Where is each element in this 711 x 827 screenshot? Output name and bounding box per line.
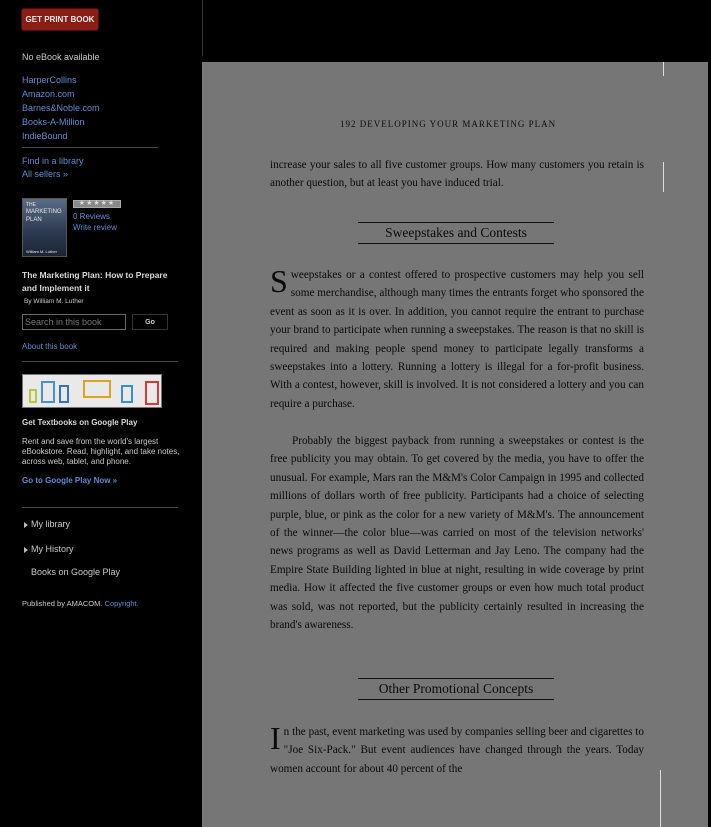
all-sellers-link[interactable]: All sellers »	[22, 169, 69, 179]
book-cover-thumbnail[interactable]	[22, 198, 67, 257]
tablet-icon	[145, 381, 159, 405]
page-edge-mark	[660, 770, 661, 827]
divider	[22, 507, 178, 508]
page-paragraph: increase your sales to all five customer groups. How many customers you retain is another question, but at least you have induced trial.	[270, 159, 644, 190]
tablet-icon	[41, 381, 55, 403]
go-to-google-play-link[interactable]: Go to Google Play Now »	[22, 476, 118, 485]
expand-arrow-icon	[24, 522, 28, 528]
paragraph-text: weepstakes or a contest offered to prospective customers may help you sell some merchandise, although many times the entrants forget who sponsored the event as soon as it is over. In addition, you cannot require the entrant to purchase your brand to participate when running a sweepstakes. The reason is that no skill is required and making people spend money to participate legally transforms a sweepstakes into a lottery. Running a lottery is illegal for a for-profit business. With a contest, however, skill is involved. It is not considered a lottery and you can require a purchase.	[270, 269, 644, 410]
about-this-book-link[interactable]: About this book	[22, 342, 78, 351]
my-library-link[interactable]: My library	[31, 519, 71, 529]
published-by-text	[22, 599, 139, 608]
publisher-text: Published by AMACOM.	[22, 599, 103, 608]
promo-body: Rent and save from the world's largest eBookstore. Read, highlight, and take notes, across web, tablet, and phone.	[22, 437, 180, 466]
copyright-link[interactable]: Copyright.	[104, 599, 139, 608]
cover-title-line: MARKETING	[26, 209, 62, 215]
write-review-link[interactable]: Write review	[73, 223, 117, 232]
viewer-toolbar-area	[202, 0, 711, 56]
seller-link-harpercollins[interactable]: HarperCollins	[22, 75, 77, 85]
phone-icon	[121, 385, 133, 403]
expand-arrow-icon	[24, 547, 28, 553]
sidebar	[0, 0, 202, 827]
find-in-library-link[interactable]: Find in a library	[22, 156, 84, 166]
seller-link-amazon[interactable]: Amazon.com	[22, 89, 75, 99]
google-play-devices-image[interactable]	[22, 374, 162, 408]
no-ebook-text: No eBook available	[22, 52, 100, 62]
book-author: By William M. Luther	[24, 298, 84, 305]
books-on-google-play-link[interactable]: Books on Google Play	[31, 567, 121, 577]
seller-link-books-a-million[interactable]: Books-A-Million	[22, 117, 85, 127]
page-edge-mark	[663, 162, 664, 192]
page-paragraph	[270, 720, 644, 778]
page-paragraph	[270, 263, 644, 413]
search-go-button[interactable]: Go	[132, 314, 168, 330]
drop-cap: I	[270, 720, 281, 756]
get-print-book-button[interactable]: GET PRINT BOOK	[22, 9, 98, 30]
cover-title-line: PLAN	[26, 217, 42, 223]
paragraph-text: n the past, event marketing was used by companies selling beer and cigarettes to "Joe Six-Pack." But event audiences have changed through the years. Today women account for about 40 percent of the	[270, 726, 644, 775]
divider	[22, 147, 158, 148]
seller-link-indiebound[interactable]: IndieBound	[22, 131, 68, 141]
page-header: 192 DEVELOPING YOUR MARKETING PLAN	[340, 119, 557, 129]
seller-link-barnes-noble[interactable]: Barnes&Noble.com	[22, 103, 100, 113]
reviews-count-link[interactable]: 0 Reviews	[73, 212, 110, 221]
promo-title: Get Textbooks on Google Play	[22, 418, 138, 427]
book-page	[202, 62, 708, 827]
laptop-icon	[83, 380, 111, 398]
section-title: Sweepstakes and Contests	[358, 222, 554, 244]
cover-author: William M. Luther	[26, 249, 57, 254]
my-history-link[interactable]: My History	[31, 544, 74, 554]
page-paragraph: Probably the biggest payback from running a sweepstakes or contest is the free publicity you may obtain. To get covered by the media, you have to offer the unusual. For example, Mars ran the M&M's Color Campaign in 1995 and collected millions of dollars worth of free publicity. Participants had a choice of selecting purple, blue, or pink as the color for a new variety of M&M's. The announcement of the winner—the color blue—was carried on most of the television networks' news programs as well as David Letterman and Jay Leno. The company had the Empire State Building lighted in blue at night, resulting in wide coverage by print media. How it affected the five customer groups or even how much total product was sold, was not reported, but the publicity certainly resulted in increasing the brand's awareness.	[270, 435, 644, 632]
phone-icon	[29, 389, 37, 403]
divider	[22, 361, 178, 362]
section-title: Other Promotional Concepts	[358, 678, 554, 700]
search-in-book-input[interactable]	[22, 314, 126, 330]
book-title: The Marketing Plan: How to Prepare and Implement it	[22, 270, 168, 293]
page-edge-mark	[663, 62, 664, 76]
cover-title-line: THE	[26, 202, 36, 208]
ereader-icon	[59, 385, 69, 403]
rating-stars-icon: ★★★★★	[73, 200, 121, 208]
drop-cap: S	[270, 263, 288, 299]
